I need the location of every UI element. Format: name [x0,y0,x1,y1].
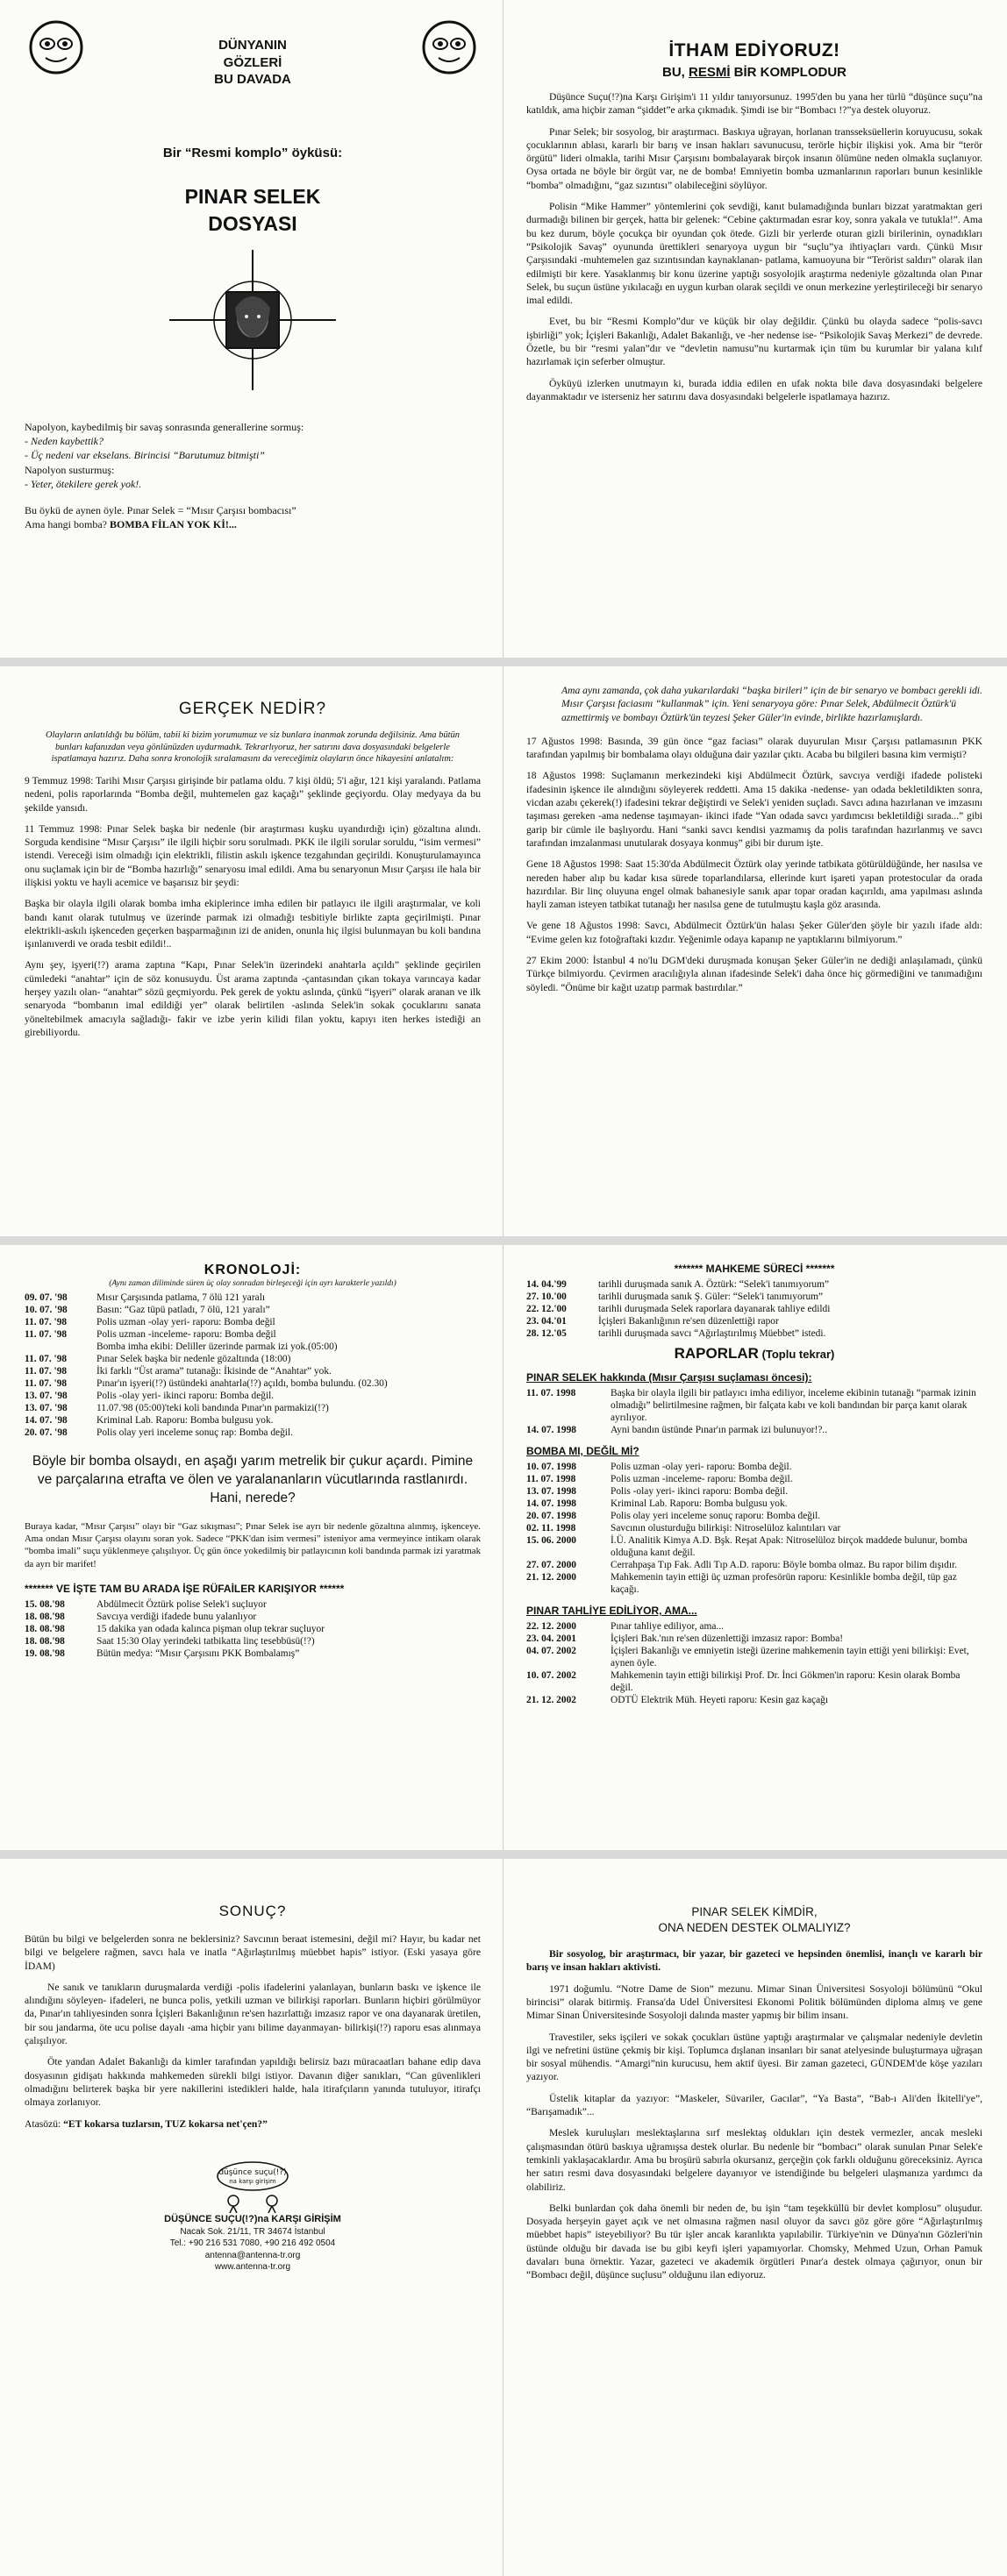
cover-ending [25,503,481,531]
reports-table-bomb [526,1461,982,1596]
row-date: 23. 04. 2001 [526,1633,576,1645]
report-row [526,1669,982,1694]
report-row [526,1620,982,1633]
who-title-line: PINAR SELEK KİMDİR, [691,1905,818,1918]
rufai-row [25,1598,481,1611]
chronology-left-column [0,1245,504,1850]
row-text: Polis -olay yeri- ikinci raporu: Bomba değil. [611,1486,789,1498]
row-text: tarihli duruşmada sanık A. Öztürk: “Selek'i tanımıyorum” [598,1279,830,1290]
row-text: 15 dakika yan odada kalınca pişman olup tekrar suçluyor [96,1623,325,1634]
row-date: 11. 07. 1998 [526,1388,576,1399]
row-text: İ.Ü. Analitik Kimya A.D. Bşk. Reşat Apak: Nitroselüloz birçok maddede bulunur, bomba olduğuna kanıt değil. [611,1535,968,1559]
chronology-row [25,1377,481,1390]
organization-logo-icon [200,2157,305,2213]
chronology-table [25,1292,481,1439]
paragraph: Üstelik kitaplar da yazıyor: “Maskeler, Süvariler, Gacılar”, “Ya Basta”, “Bab-ı Ali'den İkitelli'ye”, “Barışamadık”... [526,2092,982,2118]
row-date: 14. 07. '98 [25,1415,68,1427]
paragraph: Düşünce Suçu(!?)na Karşı Girişim'i 11 yıldır tanıyorsunuz. 1995'den bu yana her türlü “düşünce suçu”na katıldık, ama hiçbir zaman “şiddet”e arka çıkmadık. Şimdi ise bir “Bombacı !?”ya destek oluyoruz. [526,91,982,117]
row-date: 21. 12. 2002 [526,1695,576,1706]
reports-title-main: RAPORLAR [674,1345,759,1363]
sheet-chronology [0,1245,1007,1850]
row-date: 21. 12. 2000 [526,1572,576,1583]
chronology-title: KRONOLOJİ: [204,1263,302,1277]
row-text: Savcıya verdiği ifadede bunu yalanlıyor [96,1611,257,1622]
report-row [526,1424,982,1436]
row-date: 23. 04.'01 [526,1316,567,1327]
organization-website[interactable]: www.antenna-tr.org [214,2262,291,2273]
ending-line: Bu öykü de aynen öyle. Pınar Selek = “Mısır Çarşısı bombacısı” [25,504,296,517]
rufai-heading: ******* VE İŞTE TAM BU ARADA İŞE RÜFAİLER KARIŞIYOR ****** [25,1582,345,1595]
paragraph: Öyküyü izlerken unutmayın ki, burada iddia edilen en ufak nokta bile dava dosyasındaki belgelere dayanmaktadır ve isterseniz her satırını dava dosyasındaki belgelerle ispatlamaya hazırız. [526,377,982,402]
row-text: Polis uzman -inceleme- raporu: Bomba değil. [611,1474,793,1485]
paragraph: Meslek kuruluşları meslektaşlarına sırf meslektaş oldukları için destek vermezler, ancak mesleki çalışmasından ötürü baskıya uğramışsa destek olurlar. Bu nedenle bir “bombacı” olarak sunulan Pınar Selek'e temkinli yaklaşacaklardır. Ama bu broşürü sabırla okursanız, gerçeğin çok farklı olduğunu göreceksiniz. Ayrıca her satırı resmi dava dosyasındaki belgelere dayanıyor ve istendiğinde bu belgeleri ulaşmanıza yardımcı da olabiliriz. [526,2127,982,2193]
dossier-title-line: DOSYASI [208,212,297,236]
anecdote-line: - Üç nedeni var ekselans. Birincisi “Barutumuz bitmişti” [25,449,265,462]
row-text: Polis uzman -inceleme- raporu: Bomba değil [96,1329,276,1341]
row-text: Polis olay yeri inceleme sonuç raporu: Bomba değil. [611,1511,821,1522]
row-date: 02. 11. 1998 [526,1523,576,1534]
paragraph: Evet, bu bir “Resmi Komplo”dur ve küçük bir olay değildir. Çünkü bu olayda sadece “polis-savcı işbirliği” yok; İçişleri Bakanlığı, Adalet Bakanlığı, ve -her nedense ise- “Psikolojik Savaş Merkezi” de devrede. Özetle, bu bir “resmi yalan”dır ve “devletin namusu”nu kurtarmak için tüm bu kurumlar bir yalana kılıf hazırlamak için seferber olmuştur. [526,316,982,368]
row-text: Ayni bandın üstünde Pınar'ın parmak izi bulunuyor!?.. [611,1425,828,1436]
row-text: Abdülmecit Öztürk polise Selek'i suçluyor [96,1598,267,1610]
paragraph: Gene 18 Ağustos 1998: Saat 15:30'da Abdülmecit Öztürk olay yerinde tatbikata götürüldüğünde, her nasılsa ve nereden haber alıp bu kadar kısa sürede toparlandılarsa, ellerinde kurt işareti yapan protestocular da orada hazırdılar. Bir linç oluyuna engel olmak bahanesiyle sanık apar topar oradan kaçırıldı, ama yapılması aslında hayli zaman isteyen tatbikat tutanağı her nasılsa gene de tutulmuştu kaşla göz arasında. [526,858,982,911]
chronology-row [25,1292,481,1304]
row-text: Polis olay yeri inceleme sonuç rap: Bomba değil. [96,1427,293,1439]
chronology-row [25,1353,481,1365]
paragraph: Travestiler, seks işçileri ve sokak çocukları üstüne yaptığı araştırmalar ve çalışmalar nedeniyle devletin ilgi ve nefretini üstüne çekmiş bir kişi. Toplumca dışlanan insanları bir sanat atelyesinde buluşturmaya uğraşan bir sosyal mühendis. “Amargi”nin kurucusu, hem aktif üyesi. Bir zaman gazeteci, GÜNDEM'de köşe yazıları yazıyor. [526,2031,982,2083]
truth-title: GERÇEK NEDİR? [178,700,327,718]
proverb-label: Atasözü: [25,2117,64,2130]
conclusion-left-column [0,1859,504,2576]
row-date: 18. 08.'98 [25,1623,65,1634]
row-date: 27. 07. 2000 [526,1560,576,1571]
dossier-title-line: PINAR SELEK [184,185,321,208]
paragraph: Polisin “Mike Hammer” yöntemlerini çok sevdiği, kanıt bulamadığında bunları bizzat yaratmaktan geri durmadığı bilinen bir gerçek, hatta bir gelenek: “Cebine çaktırmadan esrar koy, sonra yakala ve tutukla!”. Ama bu kez durum, böyle çocukça bir oyundan çok ötede. Gizli bir yerlerde oturan gizli birilerinin, oynadıkları “Psikolojik Savaş” oyununda ürettikleri senaryoya uygun bir “suçlu”ya ihtiyaçları vardı. Çünkü Mısır Çarşısındaki -muhtemelen gaz sızıntısından kaynaklanan- patlama, kamuoyuna bir “Terörist saldırı” olarak ilan edilmişti bir kere. Yasaklanmış bir konu üzerine yaptığı sosyolojik araştırma nedeniyle gözaltında olan Pınar Selek, bu suçun üstüne yıkılacağı en uygun kurban olarak seçildi ve onun merkezine yerleştirileceği bir senaryo imal edildi. [526,201,982,307]
row-text: Mahkemenin tayin ettiği üç uzman profesörün raporu: Kesinlikle bomba değil, tüp gaz kaçağı. [611,1572,957,1596]
row-date: 11. 07. '98 [25,1317,68,1328]
report-row [526,1387,982,1424]
dossier-title [25,183,481,238]
row-date: 10. 07. 1998 [526,1462,576,1473]
row-date: 11. 07. '98 [25,1378,68,1390]
row-text: 11.07.'98 (05:00)'teki koli bandında Pınar'ın parmakizi(!?) [96,1403,329,1414]
row-date: 13. 07. 1998 [526,1486,576,1498]
paragraph: Aynı şey, işyeri(!?) arama zaptına “Kapı, Pınar Selek'in üzerindeki anahtarla açıldı” şeklinde geçirilen cümledeki “anahtar” için de söz konusuydu. Üst arama zaptında -çantasından çıkan tokaya varıncaya kadar herşey yazılı olan- “anahtar” sözü geçmiyordu. Pek gerek de yoktu aslında, çünkü “işyeri” olarak aranan ve ilk senaryoda “bombanın imal edildiği yer” olarak belirtilen -aslında Selek'in sokak çocuklarını sanata yöneltebilmek amacıyla sağladığı- fakir ve izbe yerin kilidi filan yoktu, kapıyı iten herkes istediği an girebiliyordu. [25,959,481,1038]
row-date: 13. 07. '98 [25,1403,68,1414]
paragraph: Ne sanık ve tanıkların duruşmalarda verdiği -polis ifadelerini yalanlayan, bunların baskı ve işkence ile alındığını söyleyen- ifadeleri, ne bunca polis, yetkili uzman ve bilirkişi raporları. Bunların hiçbiri görülmüyor da, Pınar'ın tahliyesinden sonra İçişleri Bakanlığının re'sen hazırlattığı imzasız rapor ve ona dayanarak üretilen, bir sou jandarma, öte ucu polise dayalı -ama hiçbir yanı bilime dayanmayan- bilirkişi(!?) raporu esas alınmaya çalışılıyor. [25,1981,481,2047]
paragraph: Bütün bu bilgi ve belgelerden sonra ne beklersiniz? Savcının beraat istemesini, değil mi? Hayır, bu kadar net bilgi ve belgelere rağmen, savcı hala ve inatla “Ağırlaştırılmış müebbet hapis” istiyor. (Eski yasaya göre İDAM) [25,1933,481,1972]
report-row [526,1510,982,1522]
row-text: Kriminal Lab. Raporu: Bomba bulgusu yok. [611,1498,788,1510]
bomb-crater-question: Böyle bir bomba olsaydı, en aşağı yarım metrelik bir çukur açardı. Pimine ve parçalarına etrafta ve ölen ve yaralananların vücutlarında rastlanırdı. Hani, nerede? [32,1454,474,1506]
no-bomb-emphasis: BOMBA FİLAN YOK Kİ!... [109,518,237,531]
paragraph: Başka bir olayla ilgili olarak bomba imha ekiplerince imha edilen bir patlayıcı ile ilgili araştırmalar, ve koli bandı kanıt olarak tutulmuş ve üzerinde parmak izi olmadığı tesbitiyle birlikte zapta geçirilmişti. Pınar elektrikli-askılı işkenceden geçerken başparmağının izi de aniden, onunla hiç ilgisi bulunmayan bu koli bandına işınlanıverdi ve orada tesbit edildi!.. [25,898,481,950]
row-date: 11. 07. '98 [25,1366,68,1377]
court-row [526,1303,982,1315]
row-date: 10. 07. '98 [25,1305,68,1316]
logo-text: düşünce suçu(!?) [218,2167,287,2177]
row-text: ODTÜ Elektrik Müh. Heyeti raporu: Kesin gaz kaçağı [611,1695,828,1706]
paragraph: 1971 doğumlu. “Notre Dame de Sion” mezunu. Mimar Sinan Üniversitesi Sosyoloji bölümünü “Okul birincisi” olarak bitirmiş. Fransa'da Udel Üniversitesi Ekonomi Politik bölümünden diploma almış ve gene Mimar Sinan Üniversitesinde Sosyoloji dalında master yapmış bir bilim insanı. [526,1982,982,2022]
row-text: tarihli duruşmada Selek raporlara dayanarak tahliye edildi [598,1304,831,1315]
row-text: Polis -olay yeri- ikinci raporu: Bomba değil. [96,1391,275,1402]
row-text: Saat 15:30 Olay yerindeki tatbikatta linç tesebbüsü(!?) [96,1636,315,1647]
chronology-row [25,1304,481,1316]
row-date: 14. 07. 1998 [526,1425,576,1436]
row-date: 22. 12.'00 [526,1304,567,1315]
komplo-line: Bir “Resmi komplo” öyküsü: [162,146,343,160]
conclusion-title: SONUÇ? [218,1903,287,1919]
report-row [526,1645,982,1669]
organization-footer [25,2213,481,2274]
accuse-title: İTHAM EDİYORUZ! [668,40,840,60]
row-date: 22. 12. 2000 [526,1621,576,1633]
ending-text: Ama hangi bomba? [25,518,110,531]
section-heading: PINAR SELEK hakkında (Mısır Çarşısı suçlaması öncesi): [526,1371,812,1384]
section-heading: PINAR TAHLİYE EDİLİYOR, AMA... [526,1605,697,1618]
anecdote-line: - Yeter, ötekilere gerek yok!. [25,477,142,490]
gaze-title-line: GÖZLERİ [223,54,282,70]
logo-text: na karşı girişim [229,2177,276,2185]
anecdote-line: - Neden kaybettik? [25,435,104,448]
chronology-right-column [504,1245,1007,1850]
chronology-row [25,1365,481,1377]
rufai-row [25,1611,481,1623]
paragraph: 11 Temmuz 1998: Pınar Selek başka bir nedenle (bir araştırması kuşku uyandırdığı için) gözaltına alındı. Sorguda kendisine “Mısır Çarşısı” ile ilgili hiçbir soru sorulmadı. PKK ile ilgili sorular soruldu, “isim vermesi” istendi. Vereceği isim olmadığı için elektrikli, filistin askılı işkence tezgahından geçirildi. Konuşturulamayınca onu suçlamak için bir de “Bomba hazırlığı” senaryosu imal edildi. Ama bu senaryonun Mısır Çarşısı ile hala bir ilişkisi yoktu ve hayli acemice ve başarısız bir şeydi: [25,822,481,888]
row-text: Basın: “Gaz tüpü patladı, 7 ölü, 121 yaralı” [96,1305,270,1316]
row-date [25,1341,96,1353]
row-date: 18. 08.'98 [25,1611,65,1622]
report-row [526,1633,982,1645]
row-date: 13. 07. '98 [25,1391,68,1402]
who-title [526,1904,982,1935]
court-row [526,1315,982,1327]
report-row [526,1534,982,1559]
reports-table-release [526,1620,982,1706]
accuse-subtitle [526,65,982,80]
proverb-text: “ET kokarsa tuzlarsın, TUZ kokarsa net'çen?” [63,2117,268,2130]
row-text: Cerrahpaşa Tıp Fak. Adli Tıp A.D. raporu: Böyle bomba olmaz. Bu rapor bilim dışıdır. [611,1560,958,1571]
row-date: 04. 07. 2002 [526,1646,576,1657]
chronology-note: (Aynı zaman diliminde süren üç olay sonradan birleşeceği için ayrı karakterle yazıldı) [109,1279,396,1288]
chronology-row [25,1414,481,1427]
report-row [526,1559,982,1571]
sheet-conclusion [0,1859,1007,2576]
row-text: Bütün medya: “Mısır Çarşısını PKK Bombalamış” [96,1648,300,1660]
row-date: 11. 07. '98 [25,1354,68,1365]
organization-phone: Tel.: +90 216 531 7080, +90 216 492 0504 [169,2238,336,2249]
row-date: 14. 04.'99 [526,1279,567,1290]
court-row [526,1291,982,1303]
anecdote-line: Napolyon, kaybedilmiş bir savaş sonrasında generallerine sormuş: [25,421,304,434]
rufai-row [25,1635,481,1647]
eyes-header [25,18,481,96]
row-date: 19. 08.'98 [25,1648,65,1660]
report-row [526,1522,982,1534]
subtitle-text: BU, [661,65,689,80]
chronology-row [25,1390,481,1402]
court-process-table [526,1278,982,1340]
chronology-row [25,1427,481,1439]
cover-right-column [504,0,1007,658]
report-row [526,1473,982,1485]
section-heading: BOMBA MI, DEĞİL Mİ? [526,1445,639,1458]
rufai-row [25,1647,481,1660]
paragraph: Ve gene 18 Ağustos 1998: Savcı, Abdülmecit Öztürk'ün halası Şeker Güler'den şöyle bir yazılı ifade aldı: “Evime gelen kız fotoğraftaki kızdır. Yeğenimle odaya kapanıp ne yaptıklarını bilmiyorum.” [526,920,982,945]
report-row [526,1461,982,1473]
row-text: tarihli duruşmada sanık Ş. Güler: “Selek'i tanımıyorum” [598,1292,824,1303]
row-text: Polis uzman -olay yeri- raporu: Bomba değil. [611,1462,792,1473]
chronology-row [25,1402,481,1414]
row-text: İki farklı “Üst arama” tutanağı: İkisinde de “Anahtar” yok. [96,1366,332,1377]
subtitle-text: BİR KOMPLODUR [730,65,846,80]
who-title-line: ONA NEDEN DESTEK OLMALIYIZ? [658,1920,851,1934]
gaze-title-line: BU DAVADA [214,72,291,87]
report-row [526,1694,982,1706]
paragraph: 18 Ağustos 1998: Suçlamanın merkezindeki kişi Abdülmecit Öztürk, savcıya verdiği ifadede polisteki ifadesinin işkence ile alındığını söyleyerek reddetti. Ama 15 dakika -nedense- yan odada bekletildikten sonra, vicdan azabı çekerek(!) ifadesini tekrar değiştirdi ve Selek'i yeniden suçladı. Savcı adına hazırlanan ve imzasını taşıması gereken -ama nedense taşımayan- ikinci ifade “Yan odada savcı yardımcısı bekletildiği sırada...” gibi garip bir cümle ile başlıyordu. Hani “sanki savcı kendisi yazmamış da polis tarafından hazırlanmış ve savcı tarafından imzalanması unutularak dosyaya konmuş” gibi bir durum işte. [526,770,982,849]
row-text: Pınar'ın işyeri(!?) üstündeki anahtarla(!?) açıldı, bomba bulundu. (02.30) [96,1378,388,1390]
gaze-title [25,37,481,89]
chronology-row [25,1316,481,1328]
row-text: Savcının olusturduğu bilirkişi: Nitroselüloz kalıntıları var [611,1523,841,1534]
report-row [526,1571,982,1596]
paragraph: Bir sosyolog, bir araştırmacı, bir yazar, bir gazeteci ve hepsinden önemlisi, inançlı ve kararlı bir barış ve insan hakları aktivisti. [526,1948,982,1974]
chronology-row [25,1341,481,1353]
row-date: 20. 07. '98 [25,1427,68,1439]
row-date: 28. 12.'05 [526,1328,567,1340]
report-row [526,1485,982,1498]
row-text: Mısır Çarşısında patlama, 7 ölü 121 yaralı [96,1292,266,1303]
gaze-title-line: DÜNYANIN [218,38,287,53]
row-date: 27. 10.'00 [526,1292,567,1303]
subtitle-underlined: RESMİ [688,65,731,80]
sheet-cover [0,0,1007,658]
row-date: 14. 07. 1998 [526,1498,576,1510]
organization-address: Nacak Sok. 21/11, TR 34674 İstanbul [180,2226,325,2237]
organization-name: DÜŞÜNCE SUÇU(!?)na KARŞI GİRİŞİM [164,2213,341,2224]
anecdote-line: Napolyon susturmuş: [25,463,115,476]
truth-intro: Olayların anlatıldığı bu bölüm, tabii ki bizim yorumumuz ve siz bunlara inanmak zorunda değilsiniz. Ama bütün bunları kafanızdan veya gönlünüzden uydurmadık. Tekrarlıyoruz, her satırını dava dosyasındaki belgelerle ispatlamaya hazırız. Daha sonra kronolojik sıralamasını da vereceğimiz olayların önce hikayesini anlatalım: [45,730,460,765]
row-date: 18. 08.'98 [25,1636,65,1647]
row-date: 15. 08.'98 [25,1598,65,1610]
cover-left-column [0,0,504,658]
row-text: Başka bir olayla ilgili bir patlayıcı imha ediliyor, inceleme ekibinin tutanağı “parmak izinin olmadığı” belirtilmesine rağmen, bir falçata kabı ve koli bandından bir parça kanıt olarak ayrılıyor. [611,1388,976,1424]
row-date: 15. 06. 2000 [526,1535,576,1547]
ending-line [25,517,481,531]
court-process-title: ******* MAHKEME SÜRECİ ******* [674,1263,835,1275]
truth-right-column [504,666,1007,1236]
row-date: 20. 07. 1998 [526,1511,576,1522]
row-date: 10. 07. 2002 [526,1670,576,1682]
proverb [25,2117,481,2131]
chronology-row [25,1328,481,1341]
court-row [526,1327,982,1340]
rufai-row [25,1623,481,1635]
paragraph: Buraya kadar, “Mısır Çarşısı” olayı bir “Gaz sıkışması”; Pınar Selek ise ayrı bir nedenle gözaltına alınmış, işkenceye. Ama ondan Mısır Çarşısı olayını soran yok. Sadece “PKK'dan isim vermesi” isteniyor ama vermeyince intikam olarak “bomba imali” suçu yüklenmeye çalışılıyor. Üç gün önce yokedilmiş bir patlayıcının koli bandında parmak izi yaratmak da ayrı bir marifet! [25,1520,481,1569]
paragraph: 9 Temmuz 1998: Tarihi Mısır Çarşısı girişinde bir patlama oldu. 7 kişi öldü; 5'i ağır, 121 kişi yaralandı. Patlama nedeni, polis raporlarında “Bomba değil, muhtemelen gaz kaçağı” şeklinde geçiyordu. Olay medyaya da bu şekilde yansıdı. [25,774,481,814]
reports-title [526,1345,982,1363]
row-text: Pınar tahliye ediliyor, ama... [611,1621,724,1633]
report-row [526,1498,982,1510]
court-row [526,1278,982,1291]
napoleon-anecdote [25,420,481,491]
paragraph: Pınar Selek; bir sosyolog, bir araştırmacı. Baskıya uğrayan, horlanan transseksüellerin koruyucusu, sokak çocuklarının ablası, kararlı bir barış ve insan hakları savunucusu, terörle hiçbir ilişkisi yok. Ama bir “terör örgütü” lideri olmakla, tarihi Mısır Çarşısını bombalayarak birçok insanın ölümüne neden olmakla suçlanıyor. Oysa ortada ne böyle bir örgüt var, ne de bomba! Emniyetin bomba uzmanlarının raporları bunun kesinlikle “bomba” olmadığını, “gaz sızıntısı” olabileceğini söylüyor. [526,125,982,191]
row-text: Polis uzman -olay yeri- raporu: Bomba değil [96,1317,275,1328]
row-text: Kriminal Lab. Raporu: Bomba bulgusu yok. [96,1415,274,1427]
reports-title-sub: (Toplu tekrar) [758,1348,835,1362]
rufai-table [25,1598,481,1660]
scenario-quote: Ama aynı zamanda, çok daha yukarılardaki “başka birileri” için de bir senaryo ve bombacı gerekli idi. Mısır Çarşısı faciasını “kullanmak” için. Yeni senaryoya göre: Pınar Selek, Abdülmecit Öztürk'ü azmettirmiş ve bombayı Öztürk'ün teyzesi Şeker Güler'in evinde, birlikte hazırlamışlardı. [561,685,982,723]
conclusion-right-column [504,1859,1007,2576]
row-text: tarihli duruşmada savcı “Ağırlaştırılmış Müebbet” istedi. [598,1328,826,1340]
paragraph: 27 Ekim 2000: İstanbul 4 no'lu DGM'deki duruşmada konuşan Şeker Güler'in ne dediği anlaşılamadı, çünkü Türkçe bilmiyordu. Çevirmen aracılığıyla alınan ifadesinde Selek'i daha önce hiç görmediğini ve tanımadığını söyledi. “Önüme bir kağıt uzatıp parmak bastırdılar.” [526,955,982,993]
row-text: Pınar Selek başka bir nedenle gözaltında (18:00) [96,1354,291,1365]
reports-table-before [526,1387,982,1436]
sheet-truth [0,666,1007,1236]
crosshair-portrait-icon [161,250,345,390]
row-date: 09. 07. '98 [25,1292,68,1303]
row-date: 11. 07. '98 [25,1329,68,1341]
row-text: Bomba imha ekibi: Deliller üzerinde parmak izi yok.(05:00) [96,1341,338,1353]
row-text: İçişleri Bak.'nın re'sen düzenlettiği imzasız rapor: Bomba! [611,1633,844,1645]
paragraph: Belki bunlardan çok daha önemli bir neden de, bu işin “tam teşekküllü bir devlet komplosu” oluşudur. Dosyada herşeyin gayet açık ve net olmasına rağmen nasıl oluyor da savcı göz göre göre “Ağırlaştırılmış müebbet hapis” isteyebiliyor? Bu tür işler ancak karanlıkta yapılabilir. Türkiye'nin ve Dünya'nın Gözleri'nin üstünde olduğu bir davada ise bu gibi keyfi işleri yapamıyorlar. Chomsky, Mehmed Uzun, Orhan Pamuk davaları buna örnektir. Yazar, gazeteci ve akademik örgütleri Pınar'a destek olmaya çağırıyor, onun bir “Bombacı değil, düşünce suçlusu” olduğunu ilan ediyoruz. [526,2202,982,2281]
eye-logo-right-icon [421,19,477,75]
row-text: İçişleri Bakanlığının re'sen düzenlettiği rapor [598,1316,779,1327]
row-text: İçişleri Bakanlığı ve emniyetin isteği üzerine mahkemenin tayin ettiği yeni bilirkişi: Evet, aynen öyle. [611,1646,969,1669]
organization-email[interactable]: antenna@antenna-tr.org [204,2250,301,2260]
row-date: 11. 07. 1998 [526,1474,576,1485]
paragraph: Öte yandan Adalet Bakanlığı da kimler tarafından yapıldığı belirsiz bazı müracaatları bahane edip dava dosyasının gidişatı hakkında mahkemeden sürekli bilgi istiyor. Davanın diğer sanıkları, “Can güvenlikleri olmadığını belirterek başka bir yere nakillerini istedikleri halde, hala itirafçıların yanında tutuluyor, itirafçı olmaya zorlanıyor. [25,2056,481,2109]
row-text: Mahkemenin tayin ettiği bilirkişi Prof. Dr. İnci Gökmen'in raporu: Kesin olarak Bomba değil. [611,1670,961,1694]
truth-left-column [0,666,504,1236]
paragraph: 17 Ağustos 1998: Basında, 39 gün önce “gaz faciası” olarak duyurulan Mısır Çarşısı patlamasının PKK tarafından yapılmış bir bombalama olayı olduğuna dair yazılar çıktı. Acaba bu bilgileri basına kim vermişti? [526,735,982,761]
